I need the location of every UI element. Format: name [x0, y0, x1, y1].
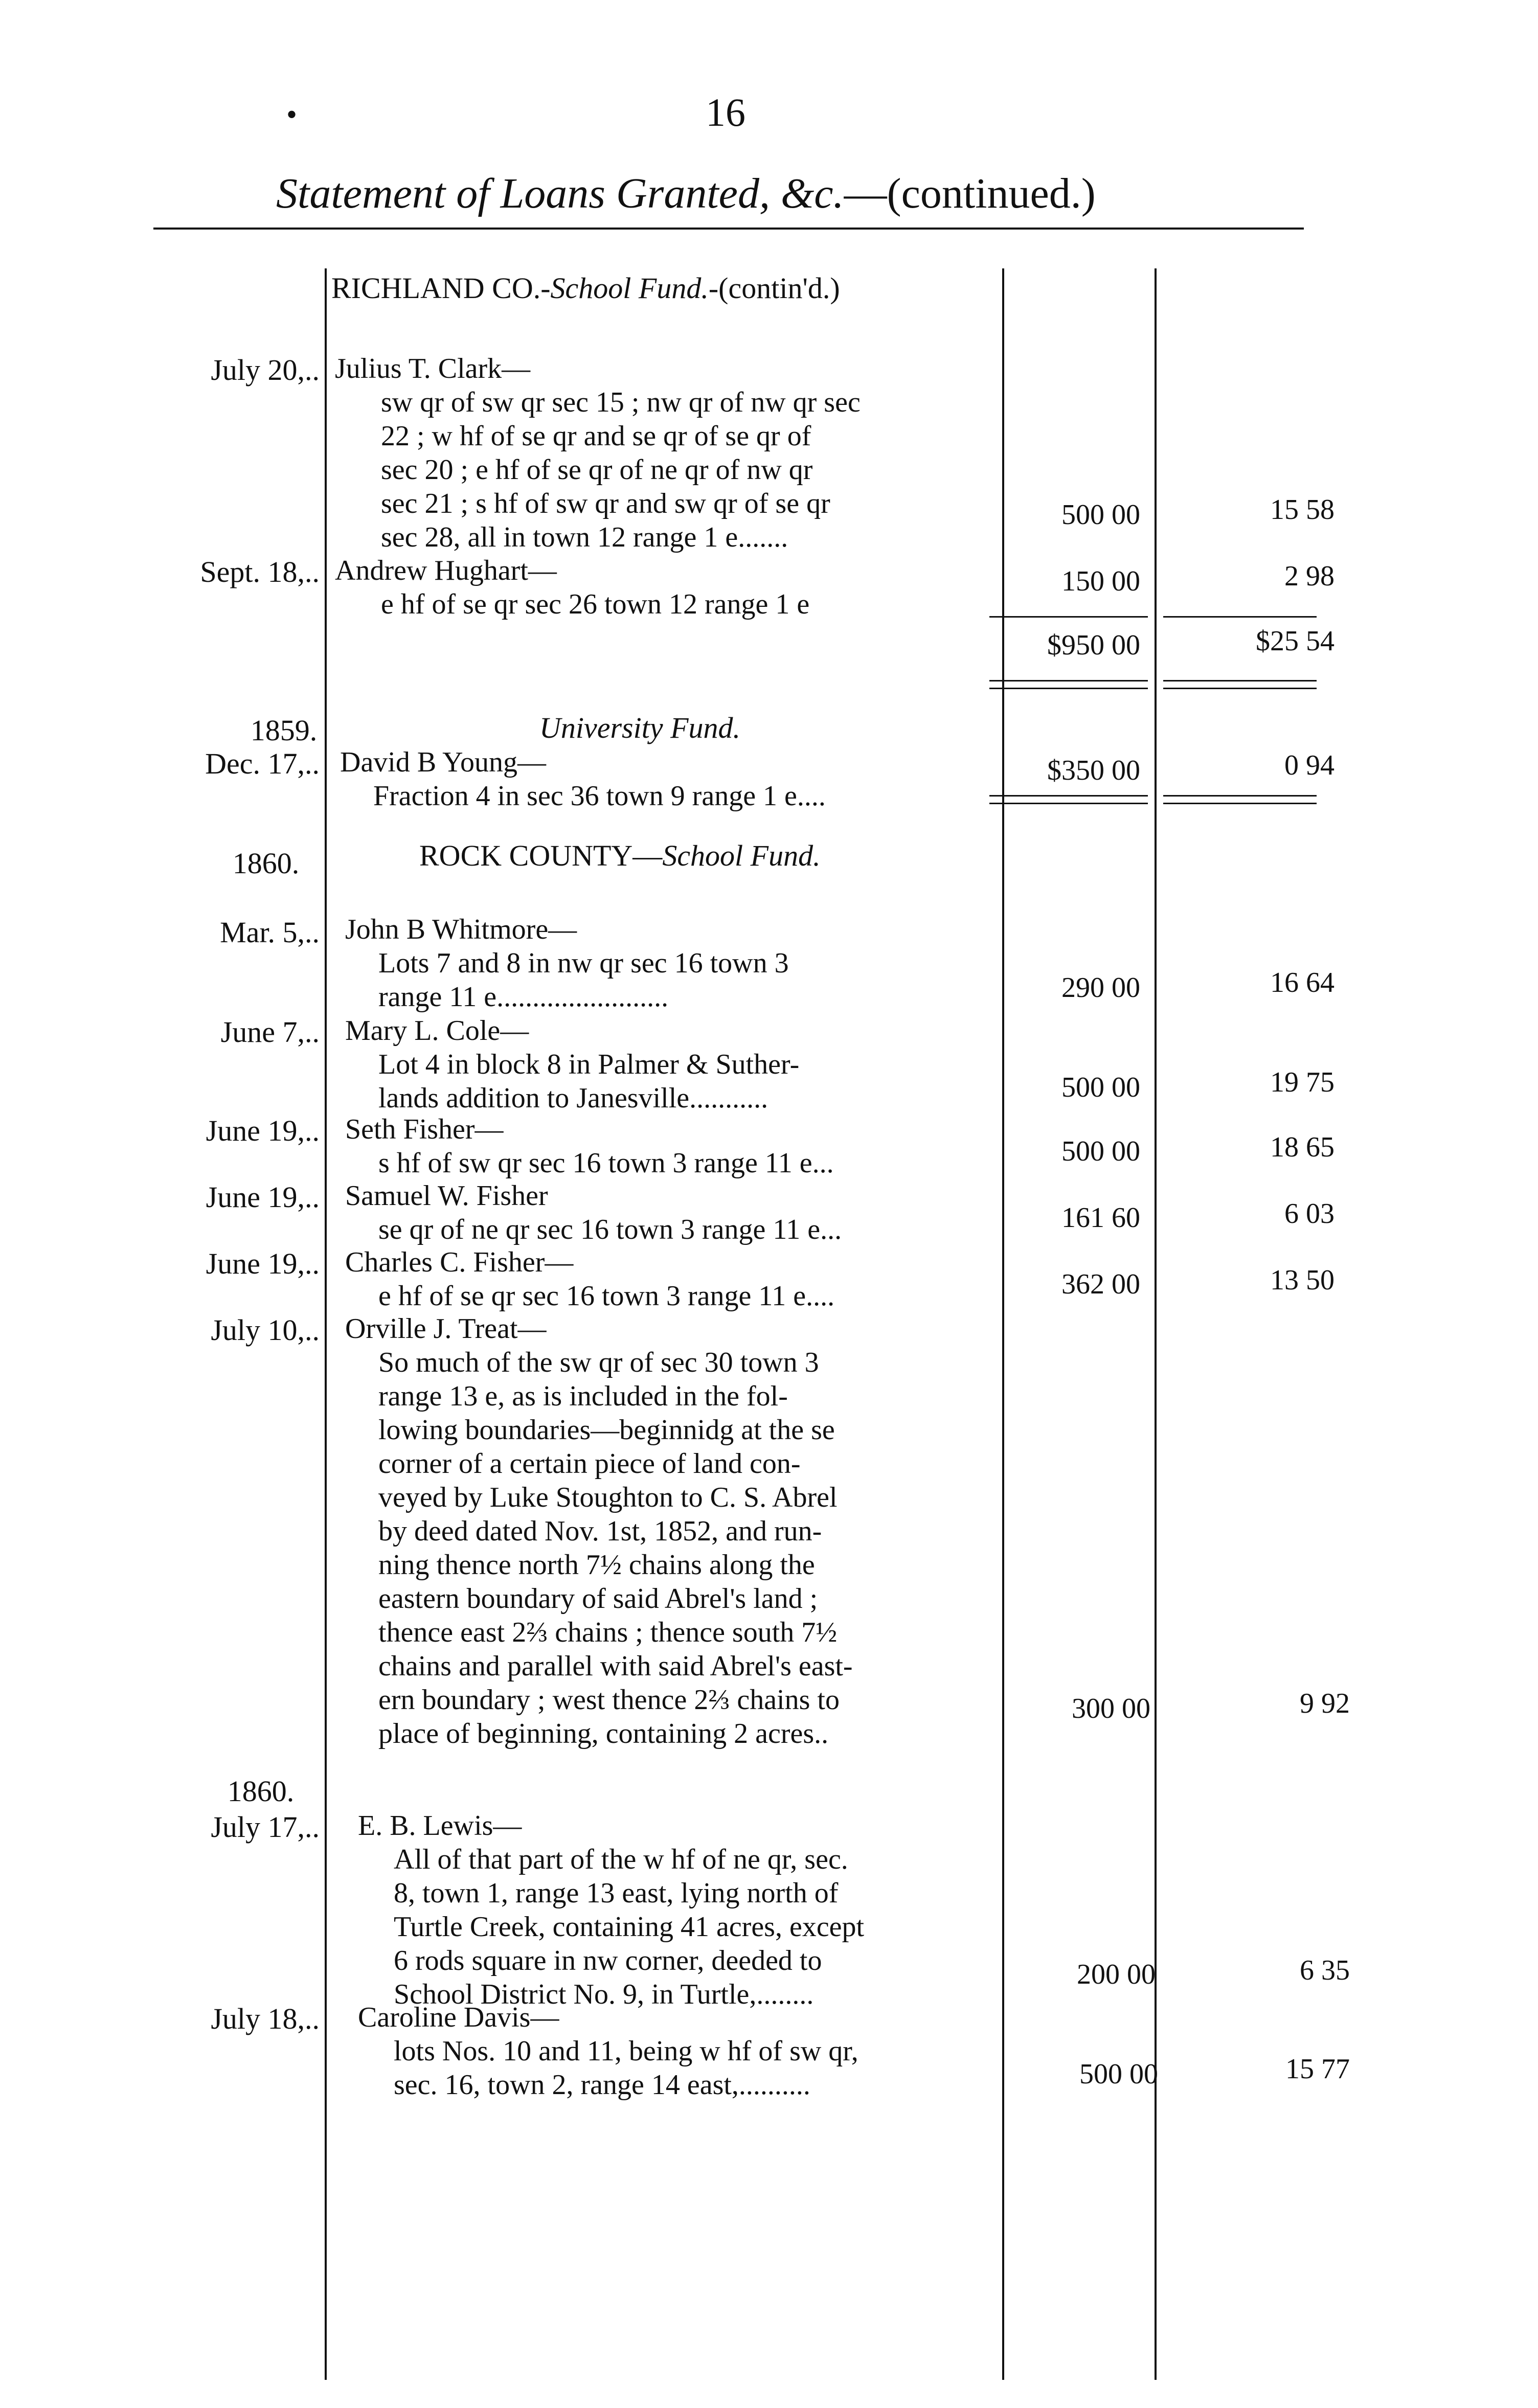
date-column-rule	[325, 268, 327, 2380]
entry-date: July 20,..	[211, 353, 320, 387]
borrower-name: John B Whitmore—	[345, 914, 577, 945]
land-line: sec 21 ; s hf of sw qr and sw qr of se qr	[381, 488, 830, 519]
land-line: sec 20 ; e hf of se qr of ne qr of nw qr	[381, 454, 813, 486]
total-double-rule	[989, 795, 1148, 797]
entry-description	[335, 352, 1000, 554]
entry-date: July 10,..	[211, 1313, 320, 1347]
page-number: 16	[706, 90, 745, 134]
interest-amount: 2 98	[1284, 560, 1335, 592]
loan-amount: 500 00	[1079, 2058, 1158, 2090]
borrower-name: Julius T. Clark—	[335, 353, 531, 384]
land-line: place of beginning, containing 2 acres..	[378, 1718, 829, 1750]
total-double-rule	[989, 803, 1148, 804]
entry-description	[345, 1312, 1000, 1751]
land-line: sec 28, all in town 12 range 1 e.......	[381, 521, 788, 553]
entry-date: June 19,..	[206, 1247, 320, 1280]
interest-amount: 6 35	[1300, 1955, 1350, 1986]
entry-date: June 19,..	[206, 1180, 320, 1214]
loan-amount: $350 00	[1047, 755, 1140, 786]
richland-total-interest: $25 54	[1256, 625, 1335, 657]
richland-header-plain: RICHLAND CO.-	[331, 271, 551, 305]
total-double-rule	[989, 688, 1148, 689]
entry-description	[345, 1245, 1000, 1313]
land-line: sw qr of sw qr sec 15 ; nw qr of nw qr sec	[381, 387, 861, 418]
borrower-name: E. B. Lewis—	[358, 1810, 522, 1842]
title-rule	[153, 228, 1304, 230]
title-italic: Statement of Loans Granted, &c.	[276, 170, 844, 217]
interest-amount: 0 94	[1284, 749, 1335, 781]
entry-description	[345, 1179, 1000, 1246]
entry-description	[340, 745, 1000, 813]
land-line: ern boundary ; west thence 2⅔ chains to	[378, 1684, 840, 1716]
rock-header	[419, 838, 821, 873]
page-mark: •	[286, 98, 298, 131]
land-line: lands addition to Janesville...........	[378, 1082, 768, 1114]
land-line: All of that part of the w hf of ne qr, sec.	[394, 1844, 848, 1875]
loan-amount: 150 00	[1061, 565, 1140, 597]
interest-amount: 9 92	[1300, 1688, 1350, 1719]
entry-description	[335, 554, 1000, 621]
total-double-rule	[989, 680, 1148, 681]
richland-header	[331, 271, 840, 305]
interest-amount: 19 75	[1270, 1066, 1335, 1098]
entry-date: July 18,..	[211, 2002, 320, 2035]
land-line: s hf of sw qr sec 16 town 3 range 11 e...	[378, 1147, 834, 1179]
land-line: ning thence north 7½ chains along the	[378, 1549, 815, 1581]
land-line: 6 rods square in nw corner, deeded to	[394, 1945, 822, 1977]
land-line: corner of a certain piece of land con-	[378, 1448, 801, 1480]
land-line: Fraction 4 in sec 36 town 9 range 1 e....	[373, 780, 826, 812]
land-line: School District No. 9, in Turtle,........	[394, 1979, 814, 2010]
richland-header-italic: School Fund.	[550, 271, 709, 305]
entry-date: July 17,..	[211, 1810, 320, 1844]
land-line: thence east 2⅔ chains ; thence south 7½	[378, 1617, 838, 1648]
land-line: 8, town 1, range 13 east, lying north of	[394, 1877, 839, 1909]
university-header	[539, 711, 740, 745]
interest-amount: 15 58	[1270, 494, 1335, 526]
loan-amount: 290 00	[1061, 972, 1140, 1004]
entry-description	[358, 1809, 1002, 2011]
land-line: Lots 7 and 8 in nw qr sec 16 town 3	[378, 947, 789, 979]
interest-amount: 15 77	[1285, 2053, 1350, 2085]
borrower-name: Andrew Hughart—	[335, 555, 557, 586]
land-line: veyed by Luke Stoughton to C. S. Abrel	[378, 1482, 838, 1513]
loan-amount: 500 00	[1061, 1135, 1140, 1167]
land-line: by deed dated Nov. 1st, 1852, and run-	[378, 1515, 822, 1547]
interest-amount: 16 64	[1270, 967, 1335, 998]
loan-amount: 200 00	[1077, 1959, 1156, 1990]
land-line: eastern boundary of said Abrel's land ;	[378, 1583, 818, 1615]
loan-amount: 161 60	[1061, 1202, 1140, 1234]
richland-header-suffix: -(contin'd.)	[708, 271, 840, 305]
land-line: e hf of se qr sec 16 town 3 range 11 e....	[378, 1280, 835, 1312]
land-line: lots Nos. 10 and 11, being w hf of sw qr,	[394, 2035, 858, 2067]
rock-header-italic: School Fund.	[662, 839, 821, 872]
loan-amount: 300 00	[1072, 1693, 1150, 1724]
borrower-name: Orville J. Treat—	[345, 1313, 547, 1345]
title-suffix: —(continued.)	[844, 170, 1096, 217]
total-double-rule	[1163, 795, 1317, 797]
land-line: range 11 e........................	[378, 981, 669, 1013]
interest-amount: 18 65	[1270, 1131, 1335, 1163]
land-line: 22 ; w hf of se qr and se qr of se qr of	[381, 420, 811, 452]
entry-description	[358, 2001, 1002, 2102]
year-label: 1859.	[250, 714, 318, 747]
page-title	[276, 169, 1096, 218]
interest-amount: 13 50	[1270, 1264, 1335, 1296]
borrower-name: Caroline Davis—	[358, 2002, 559, 2033]
entry-date: June 7,..	[220, 1015, 320, 1049]
loan-amount: 500 00	[1061, 499, 1140, 531]
land-line: se qr of ne qr sec 16 town 3 range 11 e...	[378, 1214, 842, 1245]
richland-total-amount: $950 00	[1047, 629, 1140, 661]
total-double-rule	[1163, 680, 1317, 681]
total-rule	[989, 616, 1148, 618]
entry-description	[345, 913, 1000, 1014]
entry-date: Sept. 18,..	[200, 555, 320, 588]
loan-amount: 362 00	[1061, 1268, 1140, 1300]
entry-date: Dec. 17,..	[205, 747, 320, 780]
interest-amount: 6 03	[1284, 1198, 1335, 1230]
borrower-name: David B Young—	[340, 746, 546, 778]
university-header-italic: University Fund.	[539, 711, 741, 744]
year-label: 1860.	[232, 847, 300, 880]
borrower-name: Seth Fisher—	[345, 1114, 504, 1145]
total-rule	[1163, 616, 1317, 618]
entry-date: June 19,..	[206, 1114, 320, 1147]
entry-description	[345, 1014, 1000, 1115]
land-line: sec. 16, town 2, range 14 east,..........	[394, 2069, 810, 2101]
entry-date: Mar. 5,..	[220, 916, 320, 949]
land-line: So much of the sw qr of sec 30 town 3	[378, 1347, 819, 1378]
land-line: lowing boundaries—beginnidg at the se	[378, 1414, 835, 1446]
land-line: Turtle Creek, containing 41 acres, except	[394, 1911, 865, 1943]
borrower-name: Charles C. Fisher—	[345, 1246, 574, 1278]
borrower-name: Mary L. Cole—	[345, 1015, 529, 1047]
year-label: 1860.	[227, 1775, 295, 1808]
total-double-rule	[1163, 803, 1317, 804]
land-line: Lot 4 in block 8 in Palmer & Suther-	[378, 1049, 800, 1080]
land-line: range 13 e, as is included in the fol-	[378, 1380, 788, 1412]
land-line: chains and parallel with said Abrel's east-	[378, 1650, 853, 1682]
loan-amount: 500 00	[1061, 1072, 1140, 1103]
land-line: e hf of se qr sec 26 town 12 range 1 e	[381, 588, 810, 620]
total-double-rule	[1163, 688, 1317, 689]
borrower-name: Samuel W. Fisher	[345, 1180, 548, 1212]
rock-header-plain: ROCK COUNTY—	[419, 839, 663, 872]
entry-description	[345, 1112, 1000, 1180]
